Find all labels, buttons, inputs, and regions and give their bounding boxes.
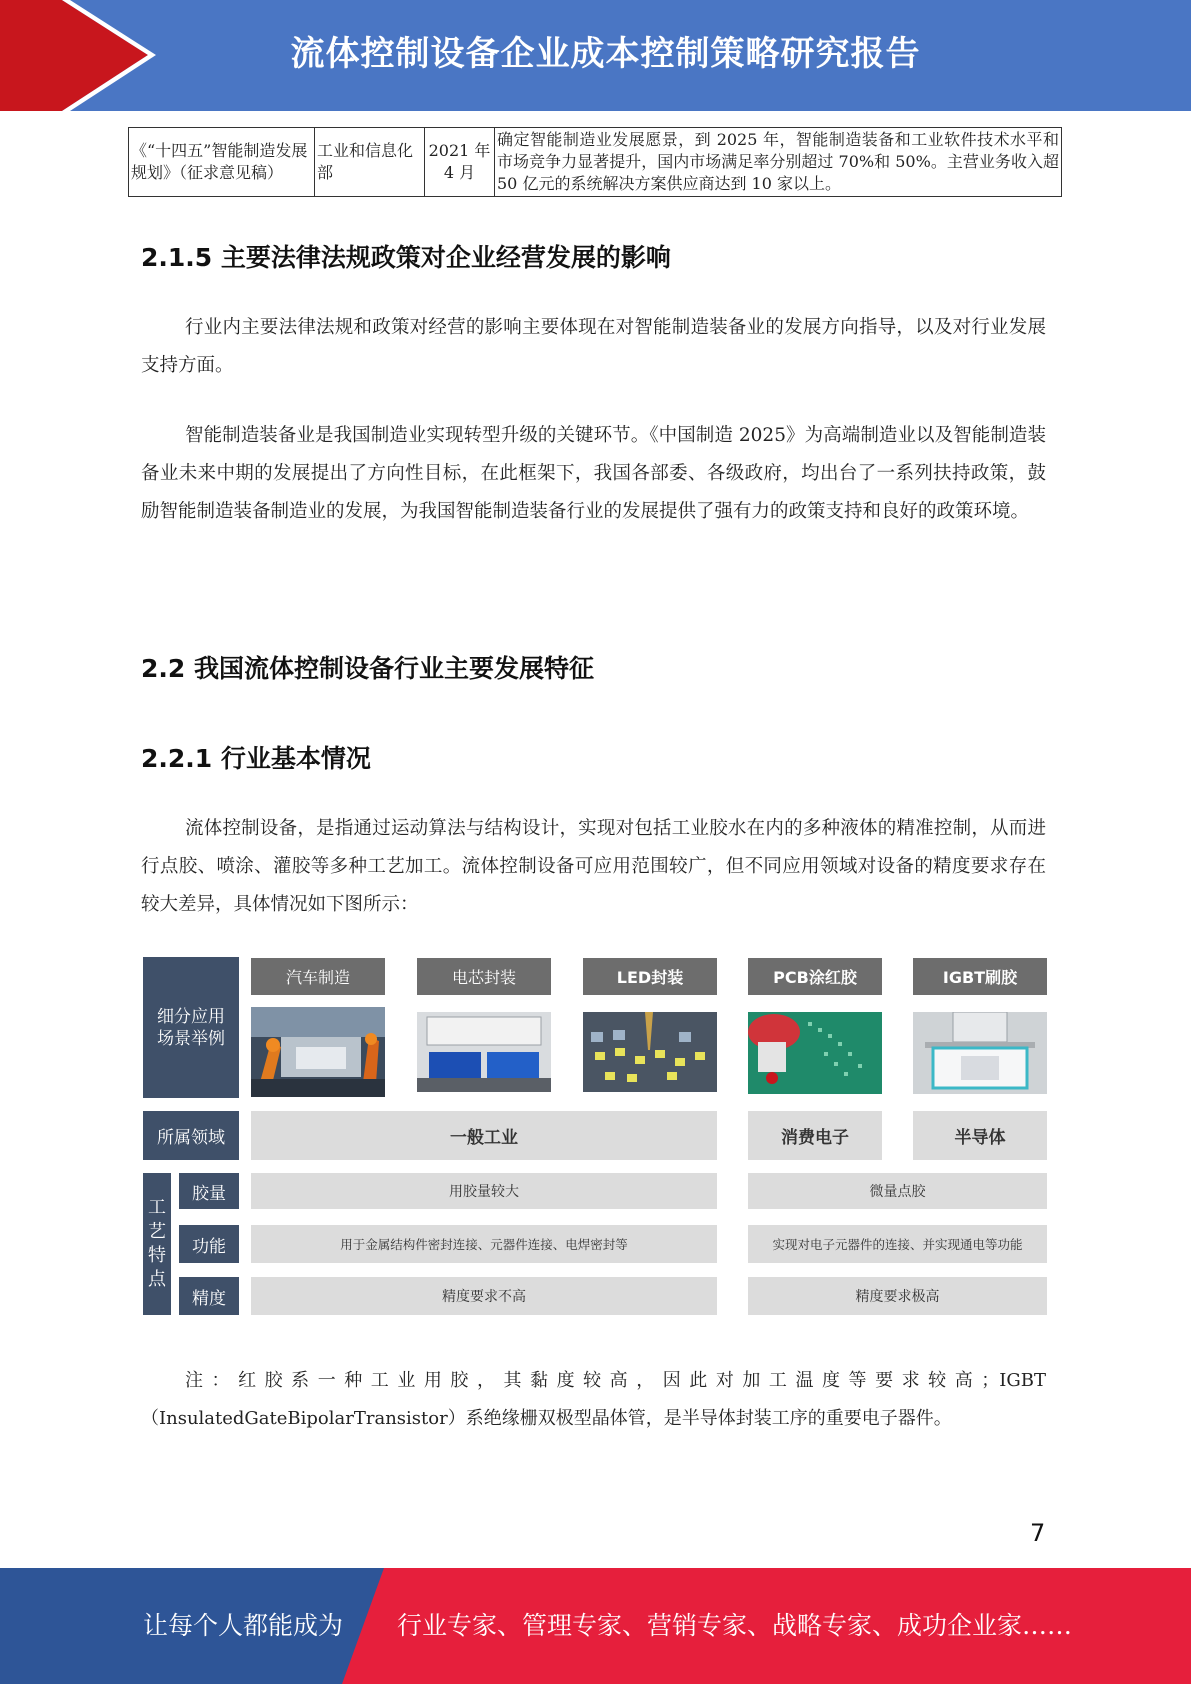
feature-label-volume: 胶量 — [179, 1173, 239, 1209]
footer-slogan-right: 行业专家、管理专家、营销专家、战略专家、成功企业家…… — [397, 1611, 1073, 1640]
figure-note: 注：红胶系一种工业用胶，其黏度较高，因此对加工温度等要求较高；IGBT（InsulatedGateBipolarTransistor）系绝缘栅双极型晶体管，是半导体封装工序的重要电子器件。 — [141, 1370, 1046, 1429]
paragraph-2-2-1: 流体控制设备，是指通过运动算法与结构设计，实现对包括工业胶水在内的多种液体的精准控制，从而进行点胶、喷涂、灌胶等多种工艺加工。流体控制设备可应用范围较广，但不同应用领域对设备的精度要求存在较大差异，具体情况如下图所示： — [141, 818, 1046, 915]
automotive-photo — [251, 1007, 385, 1097]
category-pcb-red-glue: PCB涂红胶 — [748, 958, 882, 995]
feature-function-general: 用于金属结构件密封连接、元器件连接、电焊密封等 — [251, 1225, 717, 1263]
category-led-packaging: LED封装 — [583, 958, 717, 995]
policy-content-cell: 确定智能制造业发展愿景，到 2025 年，智能制造装备和工业软件技术水平和市场竞争力显著提升，国内市场满足率分别超过 70%和 50%。主营业务收入超 50 亿元的系统解决方案供应商达到 10 家以上。 — [495, 128, 1062, 197]
paragraph-2-1-5-a: 行业内主要法律法规和政策对经营的影响主要体现在对智能制造装备业的发展方向指导，以及对行业发展支持方面。 — [141, 317, 1046, 376]
cell-packaging-photo — [417, 1012, 551, 1092]
page-header — [0, 0, 1191, 111]
policy-date-cell: 2021 年 4 月 — [425, 128, 495, 197]
row-header-process: 工 艺 特 点 — [143, 1173, 171, 1315]
feature-label-precision: 精度 — [179, 1277, 239, 1315]
page-number: 7 — [1030, 1519, 1046, 1547]
footer-slogan-left: 让每个人都能成为 — [143, 1611, 344, 1640]
policy-dept-cell: 工业和信息化部 — [315, 128, 425, 197]
led-packaging-photo — [583, 1012, 717, 1092]
section-heading-2-2-1: 2.2.1 行业基本情况 — [141, 744, 371, 773]
feature-precision-general: 精度要求不高 — [251, 1277, 717, 1315]
igbt-brushing-photo — [913, 1012, 1047, 1094]
feature-volume-general: 用胶量较大 — [251, 1173, 717, 1209]
table-row — [129, 128, 1062, 197]
category-igbt-brushing: IGBT刷胶 — [913, 958, 1047, 995]
row-header-scene: 细分应用场景举例 — [143, 957, 239, 1098]
feature-volume-electronics: 微量点胶 — [748, 1173, 1047, 1209]
domain-general-industry: 一般工业 — [251, 1111, 717, 1160]
category-automotive: 汽车制造 — [251, 958, 385, 995]
page-footer — [0, 1568, 1191, 1684]
domain-consumer-electronics: 消费电子 — [748, 1111, 882, 1160]
section-heading-2-1-5: 2.1.5 主要法律法规政策对企业经营发展的影响 — [141, 243, 671, 272]
section-heading-2-2: 2.2 我国流体控制设备行业主要发展特征 — [141, 654, 594, 683]
feature-label-function: 功能 — [179, 1225, 239, 1263]
category-cell-packaging: 电芯封装 — [417, 958, 551, 995]
row-header-domain: 所属领域 — [143, 1111, 239, 1160]
header-title: 流体控制设备企业成本控制策略研究报告 — [290, 34, 921, 74]
paragraph-2-1-5-b: 智能制造装备业是我国制造业实现转型升级的关键环节。《中国制造 2025》为高端制造业以及智能制造装备业未来中期的发展提出了方向性目标，在此框架下，我国各部委、各级政府，均出台了一系列扶持政策，鼓励智能制造装备制造业的发展，为我国智能制造装备行业的发展提供了强有力的政策支持和良好的政策环境。 — [141, 425, 1046, 522]
feature-function-electronics: 实现对电子元器件的连接、并实现通电等功能 — [748, 1225, 1047, 1263]
domain-semiconductor: 半导体 — [913, 1111, 1047, 1160]
pcb-red-glue-photo — [748, 1012, 882, 1094]
policy-table — [128, 127, 1062, 197]
feature-precision-electronics: 精度要求极高 — [748, 1277, 1047, 1315]
policy-name-cell: 《“十四五”智能制造发展规划》（征求意见稿） — [129, 128, 315, 197]
application-figure — [143, 957, 1047, 1315]
